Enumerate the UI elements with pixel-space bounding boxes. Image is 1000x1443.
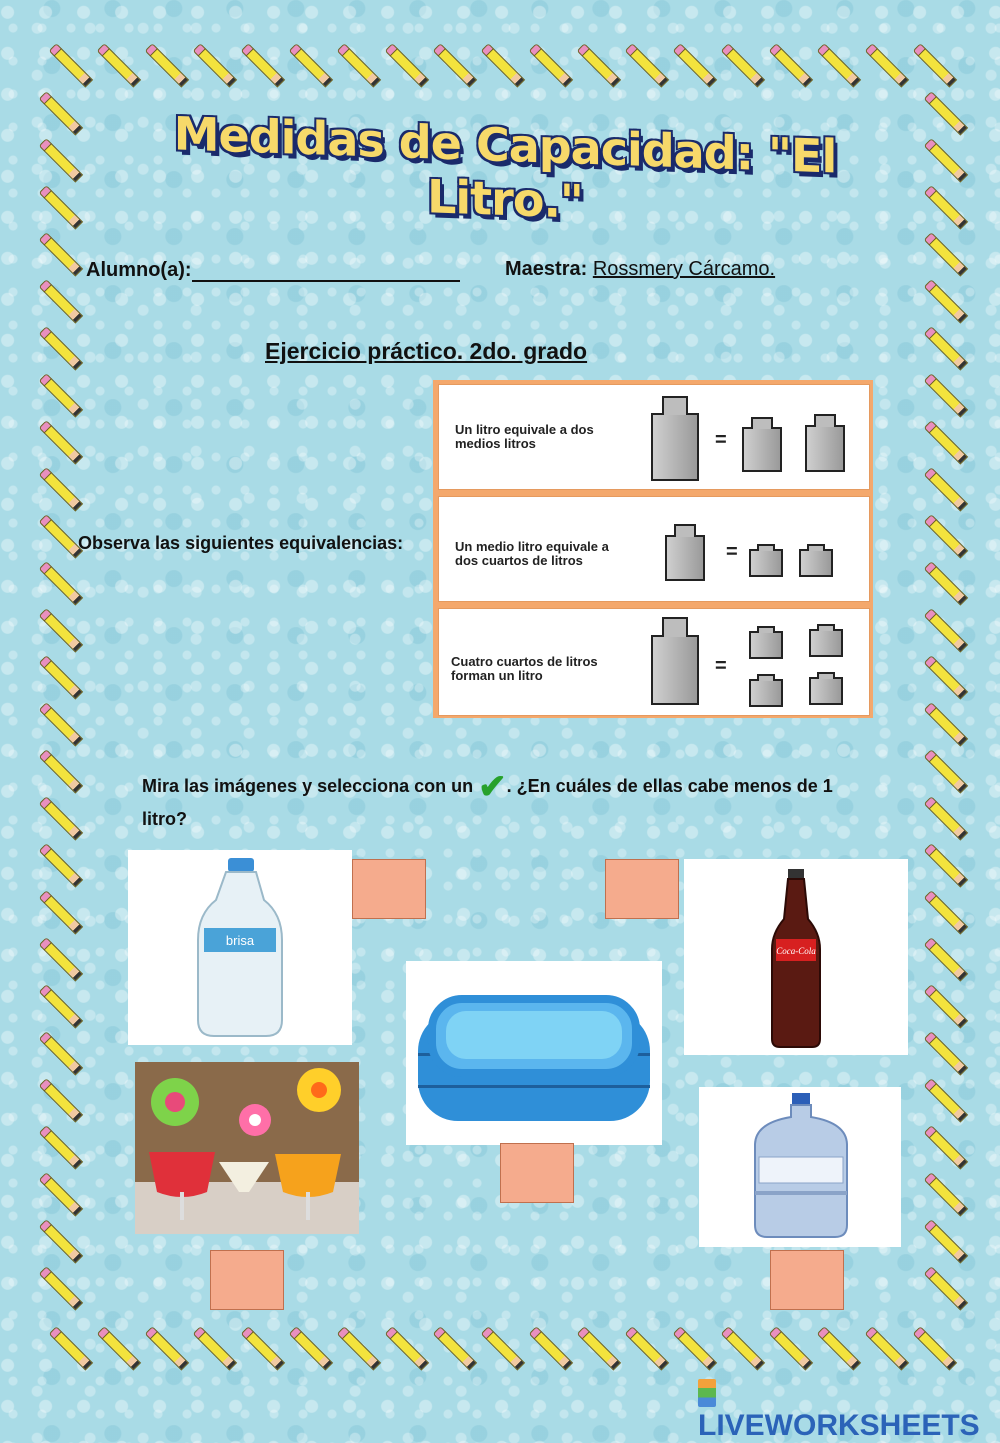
equivalence-text-3: Cuatro cuartos de litros forman un litro	[451, 654, 598, 683]
student-name-line[interactable]	[192, 258, 460, 282]
quarter-liter-carton-icon	[749, 549, 783, 577]
student-label: Alumno(a):	[86, 259, 192, 281]
pencil-icon	[43, 330, 83, 370]
pencil-icon	[389, 47, 429, 87]
pencil-icon	[149, 1330, 189, 1370]
pencil-icon	[725, 1330, 765, 1370]
pencil-icon	[43, 1129, 83, 1169]
pencil-icon	[677, 1330, 717, 1370]
cola-bottle-picture	[684, 859, 908, 1055]
water-bottle-icon	[128, 850, 352, 1045]
pencil-icon	[43, 847, 83, 887]
pencil-icon	[341, 1330, 381, 1370]
teacher-label: Maestra:	[505, 258, 588, 280]
quarter-liter-carton-icon	[749, 679, 783, 707]
pencil-icon	[928, 518, 968, 558]
equivalence-card-2	[438, 496, 870, 602]
pencil-icon	[43, 236, 83, 276]
pencil-icon	[773, 47, 813, 87]
pool-icon	[406, 961, 662, 1145]
pencil-icon	[197, 47, 237, 87]
pencil-icon	[928, 1129, 968, 1169]
pencil-icon	[928, 142, 968, 182]
pencil-icon	[485, 47, 525, 87]
pencil-icon	[149, 47, 189, 87]
pencil-icon	[928, 1035, 968, 1075]
exercise-subtitle: Ejercicio práctico. 2do. grado	[265, 338, 588, 364]
pencil-icon	[869, 47, 909, 87]
pencil-icon	[928, 1270, 968, 1310]
pencil-icon	[629, 47, 669, 87]
pencil-icon	[928, 988, 968, 1028]
water-bottle-picture	[128, 850, 352, 1045]
half-liter-carton-icon	[665, 535, 705, 581]
pencil-icon	[43, 424, 83, 464]
quarter-liter-carton-icon	[809, 629, 843, 657]
pencil-icon	[928, 1082, 968, 1122]
pencil-icon	[43, 800, 83, 840]
liveworksheets-logo	[698, 1375, 1000, 1443]
pencil-icon	[928, 706, 968, 746]
pencil-icon	[293, 47, 333, 87]
water-bottle-brand: brisa	[225, 933, 255, 948]
question-part-1: Mira las imágenes y selecciona con un	[142, 776, 474, 796]
pencil-icon	[928, 847, 968, 887]
pencil-icon	[928, 565, 968, 605]
pencil-icon	[928, 1223, 968, 1263]
liveworksheets-logo-icon	[698, 1379, 716, 1407]
pencil-icon	[101, 47, 141, 87]
question-text	[142, 770, 842, 836]
pencil-icon	[43, 1223, 83, 1263]
equivalences-panel	[433, 380, 873, 718]
pencil-icon	[533, 1330, 573, 1370]
pencil-icon	[53, 47, 93, 87]
answer-box-pool[interactable]	[500, 1143, 574, 1203]
pencil-icon	[928, 189, 968, 229]
pencil-icon	[821, 1330, 861, 1370]
pencil-icon	[928, 612, 968, 652]
pencil-icon	[43, 753, 83, 793]
pencil-icon	[928, 283, 968, 323]
pencil-icon	[197, 1330, 237, 1370]
pencil-icon	[928, 95, 968, 135]
pencil-icon	[437, 47, 477, 87]
pencil-icon	[677, 47, 717, 87]
pencil-icon	[928, 424, 968, 464]
pencil-icon	[43, 189, 83, 229]
pencil-icon	[581, 1330, 621, 1370]
observe-label: Observa las siguientes equivalencias:	[78, 533, 404, 553]
pencil-icon	[928, 471, 968, 511]
pencil-icon	[245, 1330, 285, 1370]
equals-sign: =	[715, 655, 727, 677]
equivalence-card-1	[438, 384, 870, 490]
pencil-icon	[43, 1176, 83, 1216]
pencil-icon	[629, 1330, 669, 1370]
pencil-icon	[43, 612, 83, 652]
pencil-icon	[917, 1330, 957, 1370]
pencil-icon	[43, 706, 83, 746]
pencil-icon	[43, 1082, 83, 1122]
pencil-icon	[869, 1330, 909, 1370]
pencil-icon	[389, 1330, 429, 1370]
pool-picture	[406, 961, 662, 1145]
equivalence-text-2: Un medio litro equivale a dos cuartos de litros	[455, 539, 609, 568]
cocktails-icon	[135, 1062, 359, 1234]
page-title: Medidas de Capacidad: "El Litro."	[173, 106, 837, 229]
pencil-icon	[43, 471, 83, 511]
pencil-icon	[293, 1330, 333, 1370]
answer-box-cocktails[interactable]	[210, 1250, 284, 1310]
pencil-icon	[43, 377, 83, 417]
liter-carton-icon	[651, 635, 699, 705]
teacher-name: Rossmery Cárcamo.	[592, 258, 776, 280]
pencil-icon	[43, 894, 83, 934]
pencil-icon	[821, 47, 861, 87]
equals-sign: =	[726, 541, 738, 563]
cola-bottle-brand: Coca-Cola	[776, 946, 816, 956]
pencil-icon	[928, 753, 968, 793]
quarter-liter-carton-icon	[799, 549, 833, 577]
answer-box-water-jug[interactable]	[770, 1250, 844, 1310]
liveworksheets-logo-text: LIVEWORKSHEETS	[698, 1409, 980, 1442]
pencil-icon	[928, 1176, 968, 1216]
checkmark-icon: ✔	[478, 768, 507, 807]
pencil-icon	[245, 47, 285, 87]
water-jug-icon	[699, 1087, 901, 1247]
pencil-icon	[928, 941, 968, 981]
pencil-icon	[928, 894, 968, 934]
equivalence-card-3	[438, 608, 870, 716]
half-liter-carton-icon	[742, 427, 782, 472]
cola-bottle-icon	[684, 859, 908, 1055]
answer-box-water-bottle[interactable]	[352, 859, 426, 919]
cocktails-picture	[135, 1062, 359, 1234]
pencil-icon	[43, 283, 83, 323]
liter-carton-icon	[651, 413, 699, 481]
equivalence-text-1: Un litro equivale a dos medios litros	[455, 422, 594, 451]
pencil-icon	[341, 47, 381, 87]
pencil-icon	[101, 1330, 141, 1370]
equals-sign: =	[715, 429, 727, 451]
pencil-icon	[928, 236, 968, 276]
pencil-icon	[43, 142, 83, 182]
water-jug-picture	[699, 1087, 901, 1247]
pencil-icon	[43, 1270, 83, 1310]
pencil-icon	[917, 47, 957, 87]
pencil-icon	[773, 1330, 813, 1370]
quarter-liter-carton-icon	[749, 631, 783, 659]
pencil-icon	[437, 1330, 477, 1370]
pencil-icon	[725, 47, 765, 87]
pencil-icon	[928, 659, 968, 699]
pencil-icon	[43, 565, 83, 605]
pencil-icon	[533, 47, 573, 87]
answer-box-cola-bottle[interactable]	[605, 859, 679, 919]
pencil-icon	[485, 1330, 525, 1370]
pencil-icon	[928, 800, 968, 840]
teacher-field	[505, 258, 775, 281]
student-field	[86, 258, 460, 282]
pencil-icon	[43, 941, 83, 981]
pencil-icon	[43, 659, 83, 699]
pencil-icon	[43, 95, 83, 135]
pencil-icon	[43, 988, 83, 1028]
pencil-icon	[928, 377, 968, 417]
pencil-icon	[928, 330, 968, 370]
half-liter-carton-icon	[805, 425, 845, 472]
pencil-icon	[53, 1330, 93, 1370]
pencil-icon	[581, 47, 621, 87]
pencil-icon	[43, 1035, 83, 1075]
question-part-2: . ¿En cuáles de ellas cabe menos de 1 litro?	[142, 776, 833, 829]
quarter-liter-carton-icon	[809, 677, 843, 705]
